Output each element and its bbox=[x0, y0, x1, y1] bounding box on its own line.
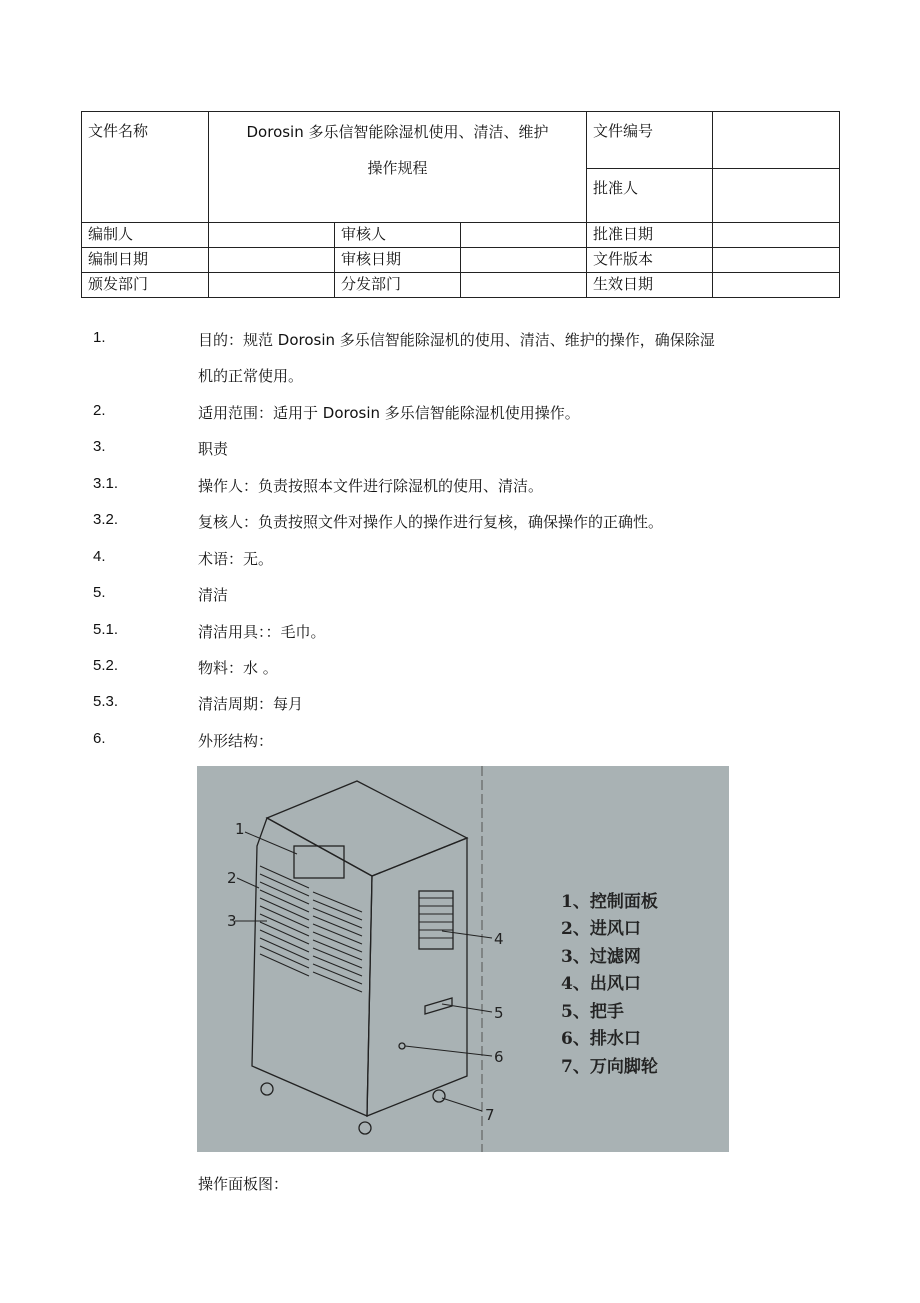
cell: 生效日期 bbox=[587, 273, 713, 298]
section-number: 5.2. bbox=[93, 657, 119, 674]
section-text: 清洁用具：：毛巾。 bbox=[198, 623, 326, 641]
callout-1: 1 bbox=[235, 820, 245, 838]
cell bbox=[209, 273, 335, 298]
section-number: 6. bbox=[93, 730, 106, 747]
approver-label: 批准人 bbox=[587, 169, 713, 223]
section-text: 操作人：负责按照本文件进行除湿机的使用、清洁。 bbox=[198, 477, 544, 495]
callout-5: 5 bbox=[494, 1004, 504, 1022]
document-header-table bbox=[81, 111, 840, 298]
section-text: 外形结构： bbox=[198, 732, 274, 750]
cell: 批准日期 bbox=[587, 223, 713, 248]
cell bbox=[461, 273, 587, 298]
section-number: 3.1. bbox=[93, 475, 119, 492]
cell bbox=[713, 248, 840, 273]
cell bbox=[713, 273, 840, 298]
cell: 编制日期 bbox=[82, 248, 209, 273]
section-text: 适用范围：适用于 Dorosin 多乐信智能除湿机使用操作。 bbox=[198, 404, 580, 422]
legend-item: 7、万向脚轮 bbox=[561, 1057, 658, 1077]
dehumidifier-structure-figure bbox=[197, 766, 729, 1152]
section-number: 5.3. bbox=[93, 693, 119, 710]
cell: 审核人 bbox=[335, 223, 461, 248]
cell bbox=[209, 248, 335, 273]
cell bbox=[209, 223, 335, 248]
doc-title bbox=[209, 112, 587, 223]
cell: 颁发部门 bbox=[82, 273, 209, 298]
doc-number-value bbox=[713, 112, 840, 169]
cell: 分发部门 bbox=[335, 273, 461, 298]
cell: 审核日期 bbox=[335, 248, 461, 273]
section-number: 4. bbox=[93, 548, 106, 565]
table-row bbox=[82, 248, 840, 273]
legend-item: 1、控制面板 bbox=[561, 892, 658, 912]
cell: 编制人 bbox=[82, 223, 209, 248]
section-text: 目的：规范 Dorosin 多乐信智能除湿机的使用、清洁、维护的操作，确保除湿 bbox=[198, 331, 715, 349]
section-text: 清洁 bbox=[198, 586, 229, 604]
approver-value bbox=[713, 169, 840, 223]
section-number: 5. bbox=[93, 584, 106, 601]
callout-2: 2 bbox=[227, 869, 237, 887]
doc-title-line2: 操作规程 bbox=[367, 159, 428, 177]
doc-number-label: 文件编号 bbox=[587, 112, 713, 169]
section-number: 1. bbox=[93, 329, 106, 346]
legend-item: 3、过滤网 bbox=[561, 947, 641, 967]
cell bbox=[461, 248, 587, 273]
section-number: 3.2. bbox=[93, 511, 119, 528]
legend-item: 4、出风口 bbox=[561, 974, 641, 994]
callout-4: 4 bbox=[494, 930, 504, 948]
legend-item: 5、把手 bbox=[561, 1002, 624, 1022]
section-text: 清洁周期：每月 bbox=[198, 695, 304, 713]
callout-3: 3 bbox=[227, 912, 237, 930]
table-row bbox=[82, 273, 840, 298]
cell bbox=[713, 223, 840, 248]
section-text: 术语：无。 bbox=[198, 550, 274, 568]
doc-name-label: 文件名称 bbox=[82, 112, 209, 223]
legend-item: 2、进风口 bbox=[561, 919, 641, 939]
callout-6: 6 bbox=[494, 1048, 504, 1066]
section-number: 2. bbox=[93, 402, 106, 419]
section-text: 物料：水 。 bbox=[198, 659, 278, 677]
cell bbox=[461, 223, 587, 248]
section-number: 3. bbox=[93, 438, 106, 455]
section-text: 职责 bbox=[198, 440, 229, 458]
legend-item: 6、排水口 bbox=[561, 1029, 641, 1049]
panel-figure-caption: 操作面板图： bbox=[198, 1175, 289, 1193]
section-text: 机的正常使用。 bbox=[198, 367, 304, 385]
doc-title-line1: Dorosin 多乐信智能除湿机使用、清洁、维护 bbox=[246, 123, 549, 141]
section-number: 5.1. bbox=[93, 621, 119, 638]
section-text: 复核人：负责按照文件对操作人的操作进行复核，确保操作的正确性。 bbox=[198, 513, 664, 531]
callout-7: 7 bbox=[485, 1106, 495, 1124]
cell: 文件版本 bbox=[587, 248, 713, 273]
table-row bbox=[82, 223, 840, 248]
